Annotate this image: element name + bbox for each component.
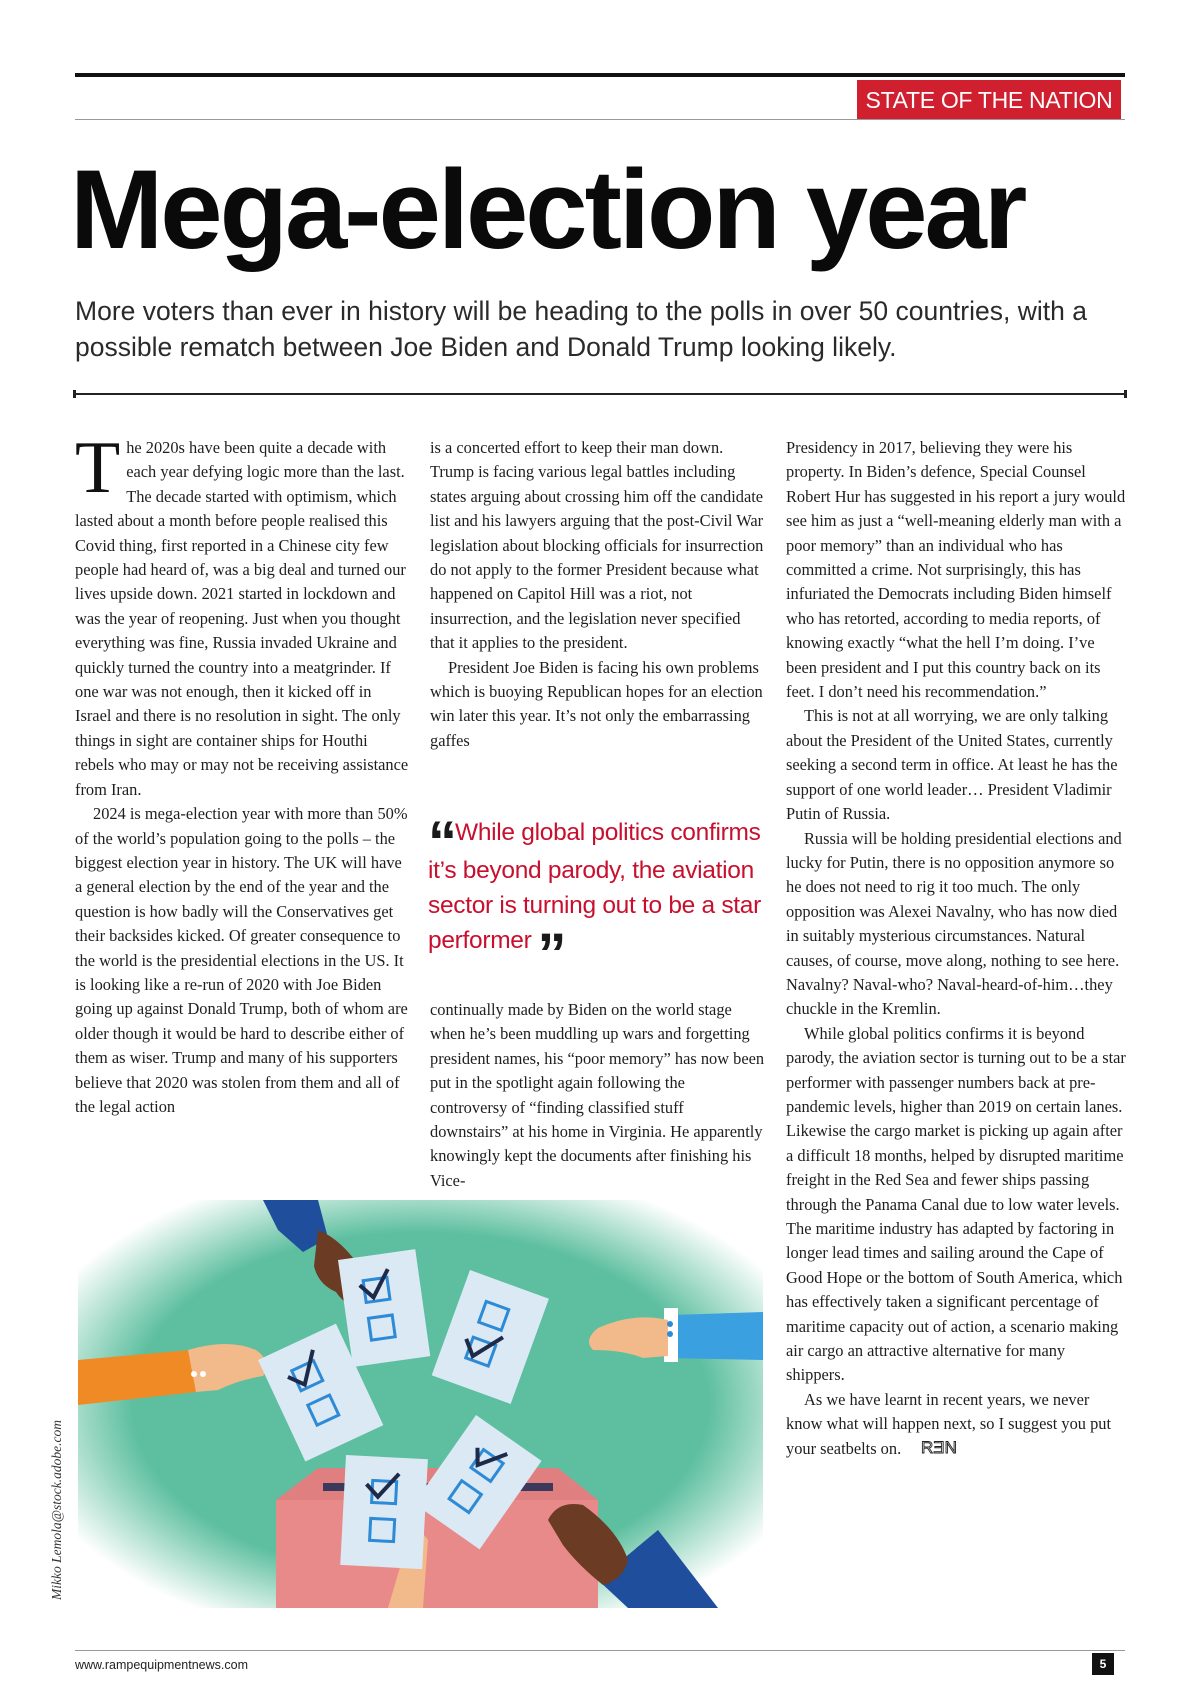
paragraph-3: is a concerted effort to keep their man down. Trump is facing various legal battles including states arguing about crossing him off the candidate list and his lawyers arguing that the post-Civil War legislation about blocking officials for insurrection do not apply to the former President because what happened on Capitol Hill was a riot, not insurrection, and the legislation never specified that it applies to the president.	[430, 438, 764, 653]
quote-open-icon: “	[428, 810, 451, 875]
ballot-paper-icon	[338, 1249, 430, 1367]
header-thin-rule	[75, 119, 1125, 120]
standfirst-divider	[75, 393, 1125, 395]
footer-url: www.rampequipmentnews.com	[75, 1658, 248, 1672]
paragraph-5: continually made by Biden on the world stage when he’s been muddling up wars and forgetting president names, his “poor memory” has now been put in the spotlight again following the controversy of “finding classified stuff downstairs” at his home in Virginia. He apparently knowingly kept the documents after finishing his Vice-	[430, 1000, 765, 1190]
article-column-1	[75, 427, 410, 1119]
paragraph-6: Presidency in 2017, believing they were his property. In Biden’s defence, Special Counsel Robert Hur has suggested in his report a jury would see him as just a “well-meaning elderly man with a poor memory” than an individual who has committed a crime. Not surprisingly, this has infuriated the Democrats including Biden himself who has retorted, according to media reports, of knowing exactly “what the hell I’m doing. I’ve been president and I put this country back on its feet. I don’t need his recommendation.”	[786, 438, 1126, 702]
pull-quote	[428, 810, 768, 987]
divider-end-right	[1124, 390, 1127, 398]
paragraph-10-text: As we have learnt in recent years, we never know what will happen next, so I suggest you put your seatbelts on.	[786, 1389, 1112, 1458]
article-column-2-top	[430, 436, 765, 753]
paragraph-9: While global politics confirms it is beyond parody, the aviation sector is turning out to be a star performer with passenger numbers back at pre-pandemic levels, higher than 2019 on certain lanes. Likewise the cargo market is picking up again after a difficult 18 months, helped by disrupted maritime freight in the Red Sea and fewer ships passing through the Panama Canal due to low water levels. The maritime industry has adapted by factoring in longer lead times and sailing around the Cape of Good Hope or the bottom of South America, which has effectively taken a significant percentage of maritime capacity out of action, a scenario making air cargo an attractive alternative for many shippers.	[786, 1023, 1126, 1385]
quote-close-icon: ”	[537, 922, 561, 987]
ballot-illustration	[78, 1200, 763, 1608]
paragraph-2: 2024 is mega-election year with more than 50% of the world’s population going to the polls – the biggest election year in history. The UK will have a general election by the end of the year and the question is how badly will the Conservatives get their backsides kicked. Of greater consequence to the world is the presidential elections in the US. It is looking like a re-run of 2020 with Joe Biden going up against Donald Trump, both of whom are older though it would be hard to describe either of them as wiser. Trump and many of his supporters believe that 2020 was stolen from them and all of the legal action	[75, 804, 408, 1116]
ballot-paper-icon	[340, 1455, 428, 1569]
paragraph-4: President Joe Biden is facing his own problems which is buoying Republican hopes for an election win later this year. It’s not only the embarrassing gaffes	[430, 657, 763, 750]
pull-quote-text: While global politics confirms it’s beyond parody, the aviation sector is turning out to be a star performer	[428, 819, 761, 954]
paragraph-8: Russia will be holding presidential elections and lucky for Putin, there is no opposition anymore so he does not need to rig it too much. The only opposition was Alexei Navalny, who has now died in suitably mysterious circumstances. Natural causes, of course, move along, nothing to see here. Navalny? Naval-who? Naval-heard-of-him…they chuckle in the Kremlin.	[786, 828, 1122, 1019]
ren-logo-icon	[903, 1438, 963, 1463]
paragraph-1-text: he 2020s have been quite a decade with each year defying logic more than the last. The decade started with optimism, which lasted about a month before people realised this Covid thing, first reported in a Chinese city few people had heard of, was a big deal and turned our lives upside down. 2021 started in lockdown and was the year of reopening. Just when you thought everything was fine, Russia invaded Ukraine and quickly turned the country into a meatgrinder. If one war was not enough, then it kicked off in Israel and there is no resolution in sight. The only things in sight are container ships for Houthi rebels who may or may not be receiving assistance from Iran.	[75, 438, 409, 799]
paragraph-10	[786, 1388, 1126, 1463]
image-credit: Mikko Lemola@stock.adobe.com	[49, 1420, 64, 1600]
paragraph-7: This is not at all worrying, we are only talking about the President of the United States, currently seeking a second term in office. At least he has the support of one world leader… President Vladimir Putin of Russia.	[786, 706, 1118, 824]
article-column-2-bottom	[430, 998, 765, 1193]
article-column-3	[786, 436, 1126, 1463]
top-rule	[75, 73, 1125, 77]
end-mark: RƎN	[921, 1437, 958, 1456]
section-tag: STATE OF THE NATION	[857, 80, 1121, 120]
voting-hands-illustration	[78, 1200, 763, 1608]
dropcap: T	[75, 427, 121, 509]
divider-end-left	[73, 390, 76, 398]
page-number: 5	[1092, 1653, 1114, 1675]
headline: Mega-election year	[70, 147, 1025, 272]
standfirst: More voters than ever in history will be heading to the polls in over 50 countries, with a possible rematch between Joe Biden and Donald Trump looking likely.	[75, 296, 1087, 362]
footer-rule	[75, 1650, 1125, 1651]
paragraph-1	[75, 427, 410, 802]
